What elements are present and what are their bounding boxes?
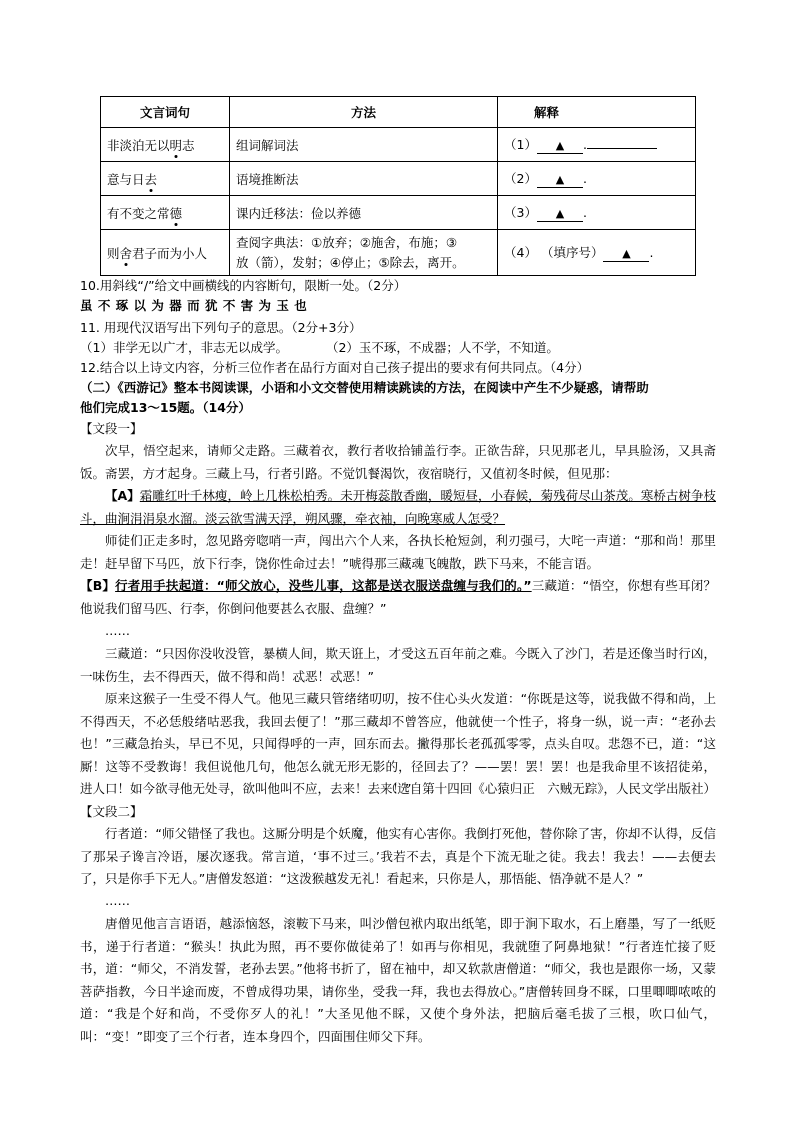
table-row — [101, 196, 696, 230]
answer-blank[interactable] — [603, 246, 649, 262]
question-10-text: 虽 不 琢 以 为 器 而 犹 不 害 为 玉 也 — [80, 298, 308, 313]
segment-1-para-4: 原来这猴子一生受不得人气。他见三藏只管绪绪叨叨，按不住心头火发道：“你既是这等，说我做不得和尚，上不得西天，不必恁般绪咕恶我，我回去便了！”那三藏却不曾答应，他就使一个性子，将身一纵，说一声：“老孙去也！”三藏急抬头，早已不见，只闻得呼的一声，回东而去。撇得那长老孤孤零零，点头自叹。悲怨不已，道：“这厮！这等不受教诲！我但说他几句，他怎么就无形无影的，径回去了？——罢！罢！罢！也是我命里不该招徒弟，进人口！如今欲寻他无处寻，欲叫他叫不应，去来！去来！” — [80, 691, 716, 796]
answer-cell: （4） （填序号） ▲ . — [498, 230, 696, 276]
table-row — [101, 162, 696, 196]
method-cell: 语境推断法 — [230, 162, 498, 196]
ellipsis: …… — [105, 893, 130, 908]
question-11: 11. 用现代汉语写出下列句子的意思。（2分+3分） — [80, 320, 362, 335]
table-row — [101, 128, 696, 162]
table-row — [101, 230, 696, 276]
classical-phrase-table — [100, 96, 696, 276]
answer-blank[interactable] — [537, 206, 583, 222]
method-cell: 组词解词法 — [230, 128, 498, 162]
emphasis-char: 明 — [169, 137, 183, 153]
segment-1-para-1: 次早，悟空起来，请师父走路。三藏着衣，教行者收拾铺盖行李。正欲告辞，只见那老儿，早具脸汤，又具斋饭。斋罢，方才起身。三藏上马，行者引路。不觉饥餐渴饮，夜宿晓行，又值初冬时候，但见那： — [80, 443, 716, 481]
answer-mark: ▲ — [555, 173, 565, 186]
method-cell: 课内迁移法：俭以养德 — [230, 196, 498, 230]
answer-cell: （1） ▲ . — [498, 128, 696, 162]
segment-1-para-b: 【B】行者用手扶起道：“师父放心，没些儿事，这都是送衣服送盘缠与我们的。”三藏道：“悟空，你想有些耳闭？他说我们留马匹、行李，你倒问他要甚么衣服、盘缠？” — [80, 578, 716, 616]
header-explanation: 解释 — [498, 97, 696, 128]
phrase-cell: 则舍君子而为小人 — [101, 230, 230, 276]
answer-cell: （2） ▲ . — [498, 162, 696, 196]
poem-a: 霜雕红叶千林瘦，岭上几株松柏秀。未开梅蕊散香幽，暖短昼，小春候，菊残荷尽山茶茂。寒桥古树争枝斗，曲涧涓涓泉水溜。淡云欲雪满天浮，朔风骤，牵衣袖，向晚寒威人怎受？ — [80, 488, 716, 526]
question-11-item-2: （2）玉不琢，不成器；人不学，不知道。 — [325, 340, 559, 355]
phrase-cell: 非淡泊无以明志 — [101, 128, 230, 162]
header-method: 方法 — [230, 97, 498, 128]
table-header-row — [101, 97, 696, 128]
question-10: 10.用斜线“/”给文中画横线的内容断句，限断一处。（2分） — [80, 278, 407, 293]
emphasis-char: 去 — [144, 171, 158, 187]
segment-1-source: （选自第十四回《心猿归正 六贼无踪》，人民文学出版社） — [384, 781, 716, 796]
emphasis-char: 舍 — [119, 245, 133, 261]
segment-2-title: 【文段二】 — [80, 804, 143, 819]
label-b: 【B】 — [80, 578, 116, 593]
segment-1-title: 【文段一】 — [80, 421, 143, 436]
header-phrase: 文言词句 — [101, 97, 230, 128]
answer-cell: （3） ▲ . — [498, 196, 696, 230]
method-cell: 查阅字典法：①放弃；②施舍，布施；③ 放（箭），发射；④停止；⑤除去，离开。 — [230, 230, 498, 276]
ellipsis: …… — [105, 623, 130, 638]
question-11-sentences — [80, 339, 716, 357]
phrase-cell: 有不变之常德 — [101, 196, 230, 230]
answer-blank[interactable] — [537, 172, 583, 188]
segment-1-para-a — [80, 485, 716, 530]
segment-2-para-2: 唐僧见他言言语语，越添恼怒，滚鞍下马来，叫沙僧包袱内取出纸笔，即于涧下取水，石上磨墨，写了一纸贬书，递于行者道：“猴头！执此为照，再不要你做徒弟了！如再与你相见，我就堕了阿鼻地狱！”行者连忙接了贬书，道：“师父，不消发誓，老孙去罢。”他将书折了，留在袖中，却又软款唐僧道：“师父，我也是跟你一场，又蒙菩萨指教，今日半途而废，不曾成得功果，请你坐，受我一拜，我也去得放心。”唐僧转回身不睬，口里唧唧哝哝的道：“我是个好和尚，不受你歹人的礼！”大圣见他不睬，又使个身外法，把脑后毫毛拔了三根，吹口仙气，叫：“变！”即变了三个行者，连本身四个，四面围住师父下拜。 — [80, 916, 716, 1044]
label-a: 【A】 — [105, 488, 140, 503]
question-11-item-1: （1）非学无以广才，非志无以成学。 — [80, 340, 288, 355]
section-2-intro-line1: （二）《西游记》整本书阅读课，小语和小文交替使用精读跳读的方法，在阅读中产生不少疑惑，请帮助 — [80, 380, 649, 395]
question-12: 12.结合以上诗文内容，分析三位作者在品行方面对自己孩子提出的要求有何共同点。（4分） — [80, 360, 590, 375]
answer-mark: ▲ — [622, 247, 631, 260]
answer-blank-extra[interactable] — [587, 148, 657, 149]
emphasis-char: 德 — [169, 205, 183, 221]
segment-1-para-3: 三藏道：“只因你没收没管，暴横人间，欺天诳上，才受这五百年前之难。今既入了沙门，若是还像当时行凶，一味伤生，去不得西天，做不得和尚！忒恶！忒恶！” — [80, 646, 716, 684]
answer-mark: ▲ — [555, 207, 565, 220]
sentence-b: 行者用手扶起道：“师父放心，没些儿事，这都是送衣服送盘缠与我们的。” — [115, 578, 532, 593]
segment-2-para-1: 行者道：“师父错怪了我也。这厮分明是个妖魔，他实有心害你。我倒打死他，替你除了害，你却不认得，反信了那呆子谗言冷语，屡次逐我。常言道，‘事不过三。’我若不去，真是个下流无耻之徒。我去！我去！——去便去了，只是你手下无人。”唐僧发怒道：“这泼猴越发无礼！看起来，只你是人，那悟能、悟净就不是人？” — [80, 826, 716, 886]
answer-blank[interactable] — [537, 138, 583, 154]
answer-mark: ▲ — [555, 139, 565, 152]
section-2-intro-line2: 他们完成13～15题。（14分） — [80, 400, 251, 415]
segment-1-para-2: 师徒们正走多时，忽见路旁唿哨一声，闯出六个人来，各执长枪短剑，利刃强弓，大咤一声道：“那和尚！那里走！赶早留下马匹，放下行李，饶你性命过去！”唬得那三藏魂飞魄散，跌下马来，不能言语。 — [80, 533, 716, 571]
phrase-cell: 意与日去 — [101, 162, 230, 196]
